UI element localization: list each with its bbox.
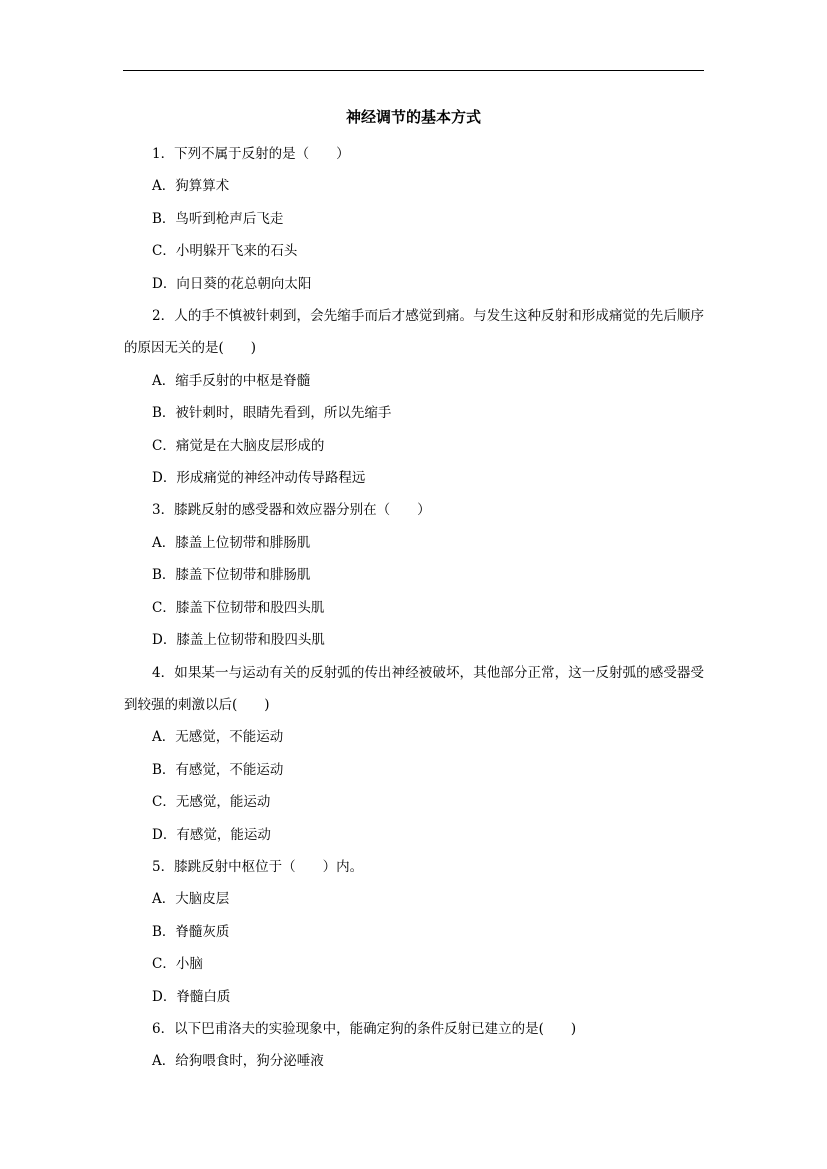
header-rule bbox=[123, 70, 704, 71]
question-1-option-b: B．鸟听到枪声后飞走 bbox=[152, 210, 284, 227]
question-1-option-a: A．狗算算术 bbox=[152, 178, 230, 195]
question-6-option-a: A．给狗喂食时，狗分泌唾液 bbox=[152, 1053, 324, 1070]
question-3-option-b: B．膝盖下位韧带和腓肠肌 bbox=[152, 567, 311, 584]
question-4-option-b: B．有感觉，不能运动 bbox=[152, 761, 284, 778]
question-3-option-a: A．膝盖上位韧带和腓肠肌 bbox=[152, 534, 311, 551]
question-2-option-a: A．缩手反射的中枢是脊髓 bbox=[152, 372, 311, 389]
question-2-stem: 2．人的手不慎被针刺到，会先缩手而后才感觉到痛。与发生这种反射和形成痛觉的先后顺序的原因无关的是( ) bbox=[124, 308, 704, 357]
question-5-option-a: A．大脑皮层 bbox=[152, 891, 230, 908]
question-5-option-b: B．脊髓灰质 bbox=[152, 923, 230, 940]
question-3-stem: 3．膝跳反射的感受器和效应器分别在（ ） bbox=[152, 502, 431, 519]
question-3-option-c: C．膝盖下位韧带和股四头肌 bbox=[152, 599, 325, 616]
question-5-stem: 5．膝跳反射中枢位于（ ）内。 bbox=[152, 858, 364, 875]
question-4-option-d: D．有感觉，能运动 bbox=[152, 826, 271, 843]
document-title: 神经调节的基本方式 bbox=[345, 108, 481, 126]
question-1-option-d: D．向日葵的花总朝向太阳 bbox=[152, 275, 312, 292]
question-2-option-d: D．形成痛觉的神经冲动传导路程远 bbox=[152, 470, 366, 487]
question-4-option-c: C．无感觉，能运动 bbox=[152, 794, 271, 811]
question-1-stem: 1．下列不属于反射的是（ ） bbox=[152, 146, 350, 162]
question-1-option-c: C．小明躲开飞来的石头 bbox=[152, 243, 298, 260]
question-2-option-c: C．痛觉是在大脑皮层形成的 bbox=[152, 437, 325, 454]
question-3-option-d: D．膝盖上位韧带和股四头肌 bbox=[152, 632, 325, 649]
question-4-stem: 4．如果某一与运动有关的反射弧的传出神经被破坏，其他部分正常，这一反射弧的感受器受到较强的刺激以后( ) bbox=[124, 664, 704, 713]
question-5-option-c: C．小脑 bbox=[152, 956, 203, 973]
question-list bbox=[124, 138, 704, 1078]
question-2-option-b: B．被针刺时，眼睛先看到，所以先缩手 bbox=[152, 405, 392, 422]
question-5-option-d: D．脊髓白质 bbox=[152, 988, 231, 1005]
question-6-stem: 6．以下巴甫洛夫的实验现象中，能确定狗的条件反射已建立的是( ) bbox=[152, 1020, 577, 1037]
question-4-option-a: A．无感觉，不能运动 bbox=[152, 729, 284, 746]
